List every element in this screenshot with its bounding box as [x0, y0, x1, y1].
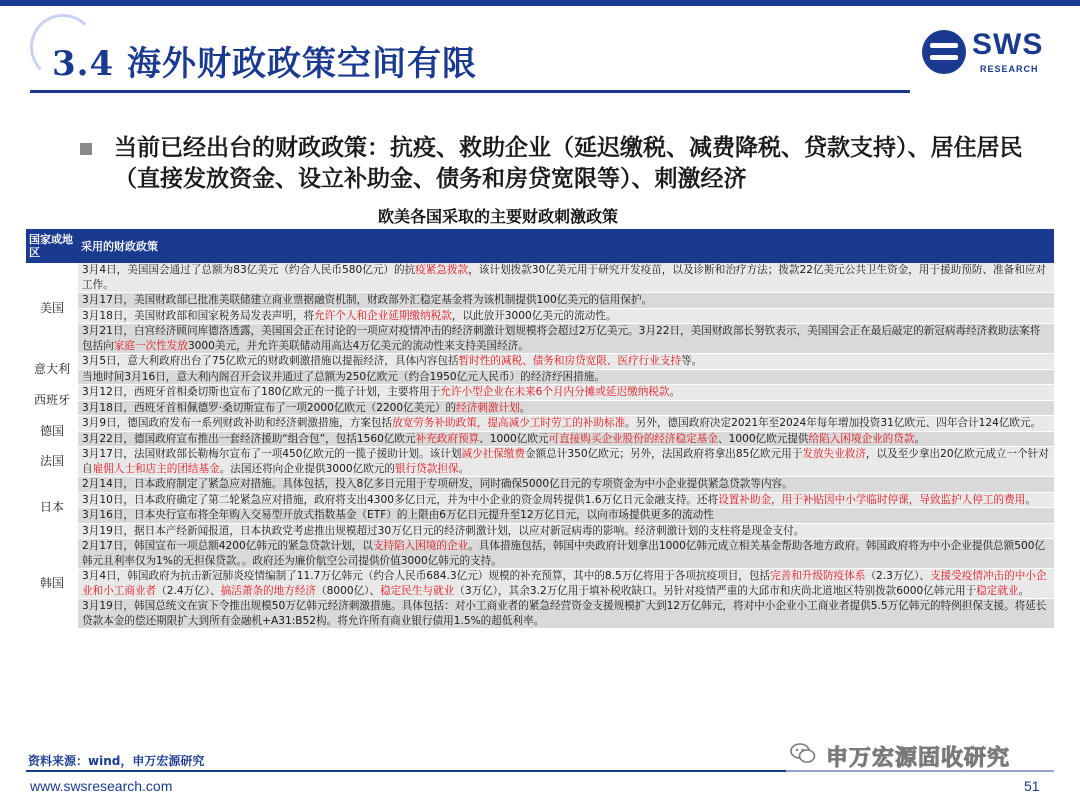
policy-text: （3万亿），其余3.2万亿用于填补税收缺口。另针对疫情严重的大邱市和庆尚北道地区特别拨款6000亿韩元用于 — [454, 584, 977, 597]
table-row — [26, 447, 1054, 477]
policy-text: 3月21日，白宫经济顾问库德洛透露，美国国会正在讨论的一项应对疫情冲击的经济刺激计划规模将会超过2万亿美元。3月22日，美国财政部长努钦表示，美国国会正在最后敲定的新冠病毒经济救助法案将包括向 — [82, 325, 1041, 352]
policy-text: 3月22日，德国政府宣布推出一套经济援助“组合包”，包括1560亿欧元 — [82, 432, 416, 445]
policy-text: （2.3万亿）、 — [865, 570, 930, 582]
country-cell: 德国 — [26, 416, 78, 447]
top-stripe — [0, 0, 1080, 6]
policy-text: （8000亿）、 — [316, 584, 381, 597]
policy-cell — [78, 431, 1054, 447]
table-row — [26, 385, 1054, 401]
policy-cell — [78, 416, 1054, 432]
bullet-square-icon — [80, 143, 92, 155]
policy-cell — [78, 293, 1054, 309]
source-note: 资料来源：wind，申万宏源研究 — [28, 754, 205, 768]
policy-text: ，以此放开3000亿美元的流动性。 — [451, 309, 617, 322]
highlighted-text: 经济刺激计划 — [456, 401, 520, 414]
policy-text: （2.4万亿）、 — [156, 584, 221, 597]
table-row — [26, 308, 1054, 324]
policy-cell — [78, 447, 1054, 477]
highlighted-text: 放宽劳务补助政策，提高减少工时劳工的补助标准 — [392, 417, 626, 429]
table-row — [26, 477, 1054, 493]
highlighted-text: 允许个人和企业延期缴纳税款 — [314, 309, 452, 322]
policy-cell — [78, 539, 1054, 569]
highlighted-text: 疫紧急拨款 — [415, 264, 469, 276]
bullet-text: 当前已经出台的财政政策：抗疫、救助企业（延迟缴税、减费降税、贷款支持）、居住居民（直接发放资金、设立补助金、债务和房贷宽限等）、刺激经济 — [114, 135, 1023, 192]
header-country: 国家或地区 — [26, 229, 78, 263]
header-policy: 采用的财政政策 — [78, 229, 1054, 263]
highlighted-text: 雇佣人士和店主的团结基金 — [92, 462, 220, 475]
policy-text: 。 — [669, 386, 681, 398]
policy-text: 3月17日，美国财政部已批准美联储建立商业票据融资机制，财政部外汇稳定基金将为该机制提供100亿美元的信用保护。 — [82, 294, 653, 306]
policy-text: 当地时间3月16日，意大利内阁召开会议并通过了总额为250亿欧元（约合1950亿元人民币）的经济纾困措施。 — [82, 370, 605, 383]
highlighted-text: 允许小型企业在未来6个月内分摊或延迟缴纳税款 — [440, 386, 670, 398]
highlighted-text: 支持陷入困境的企业 — [372, 540, 469, 552]
policy-text: 。 — [1025, 493, 1036, 506]
highlighted-text: 支援受疫情冲击的中小企业和小工商业者 — [82, 570, 1047, 597]
country-cell: 韩国 — [26, 539, 78, 629]
policy-text: 、1000亿欧元提供 — [718, 432, 809, 445]
table-header-row — [26, 229, 1054, 263]
policy-text: ，以及至少拿出20亿欧元成立一个针对自 — [82, 448, 1049, 475]
table-row — [26, 354, 1054, 370]
highlighted-text: 银行贷款担保 — [395, 462, 459, 475]
table-row — [26, 431, 1054, 447]
policy-text: 3月12日，西班牙首相桑切斯也宣布了180亿欧元的一揽子计划，主要将用于 — [82, 386, 441, 398]
table-row — [26, 324, 1054, 354]
website-link[interactable]: www.swsresearch.com — [30, 778, 173, 794]
table-row — [26, 539, 1054, 569]
policy-text: 3月9日，德国政府发布一系列财政补助和经济刺激措施，方案包括 — [82, 417, 393, 429]
policy-text: 3月19日，据日本产经新闻报道，日本执政党考虑推出规模超过30万亿日元的经济刺激计划，以应对新冠病毒的影响。经济刺激计划的支柱将是现金支付。 — [82, 524, 805, 537]
country-cell: 美国 — [26, 263, 78, 354]
country-cell: 日本 — [26, 477, 78, 539]
table-row — [26, 523, 1054, 539]
policy-text: 。法国还将向企业提供3000亿欧元的 — [219, 462, 395, 475]
policy-text: ，该计划拨款30亿美元用于研究开发疫苗，以及诊断和治疗方法；拨款22亿美元公共卫生资金，用于援助预防、准备和应对工作。 — [82, 264, 1047, 291]
highlighted-text: 稳定就业 — [976, 584, 1019, 597]
policy-cell — [78, 523, 1054, 539]
policy-cell — [78, 308, 1054, 324]
highlighted-text: 发放失业救济 — [802, 448, 866, 460]
policy-cell — [78, 569, 1054, 599]
policy-text: 。 — [458, 462, 470, 475]
table-row — [26, 263, 1054, 293]
policy-text: 2月14日，日本政府制定了紧急应对措施。具体包括，投入8亿多日元用于专项研发，同时确保5000亿日元的专项资金为中小企业提供紧急贷款等内容。 — [82, 478, 793, 490]
policy-text: 3月5日，意大利政府出台了75亿欧元的财政刺激措施以提振经济，具体内容包括 — [82, 355, 459, 367]
table-row — [26, 508, 1054, 524]
policy-table — [26, 229, 1054, 629]
policy-cell — [78, 324, 1054, 354]
highlighted-text: 补充政府预算 — [415, 432, 480, 445]
policy-cell — [78, 369, 1054, 385]
highlighted-text: 暂时性的减税、债务和房贷宽限、医疗行业支持 — [458, 355, 682, 367]
logo-subtext: RESEARCH — [980, 64, 1039, 74]
policy-cell — [78, 477, 1054, 493]
sws-logo — [922, 28, 1062, 78]
table-body — [26, 263, 1054, 629]
wechat-watermark — [786, 738, 1056, 772]
policy-text: 3月18日，美国财政部和国家税务局发表声明，将 — [82, 309, 315, 322]
policy-text: 等。 — [681, 355, 703, 367]
policy-text: 3月18日，西班牙首相佩德罗·桑切斯宣布了一项2000亿欧元（2200亿美元）的 — [82, 401, 457, 414]
policy-cell — [78, 508, 1054, 524]
policy-text: 2月17日，韩国宣布一项总额4200亿韩元的紧急贷款计划，以 — [82, 540, 373, 552]
policy-cell — [78, 263, 1054, 293]
policy-text: 。 — [519, 401, 531, 414]
policy-text: 。 — [1018, 584, 1030, 597]
highlighted-text: 搞活萧条的地方经济 — [220, 584, 317, 597]
highlighted-text: 稳定民生与就业 — [380, 584, 455, 597]
policy-text: 。另外，德国政府决定2021年至2024年每年增加投资31亿欧元、四年合计124亿欧元。 — [625, 417, 1042, 429]
title-rule — [30, 90, 910, 93]
policy-text: 。 — [914, 432, 926, 445]
table-row — [26, 400, 1054, 416]
highlighted-text: 减少社保缴费 — [461, 448, 525, 460]
country-cell: 意大利 — [26, 354, 78, 385]
country-cell: 西班牙 — [26, 385, 78, 416]
policy-text: 金额总计350亿欧元；另外，法国政府将拿出85亿欧元用于 — [525, 448, 803, 460]
policy-text: 3月17日，法国财政部长勒梅尔宣布了一项450亿欧元的一揽子援助计划。该计划 — [82, 448, 462, 460]
table-row — [26, 416, 1054, 432]
highlighted-text: 设置补助金，用于补贴因中小学临时停课，导致监护人停工的费用 — [718, 493, 1026, 506]
policy-text: 3月4日，美国国会通过了总额为83亿美元（约合人民币580亿元）的抗 — [82, 264, 416, 276]
policy-cell — [78, 599, 1054, 629]
policy-cell — [78, 385, 1054, 401]
policy-text: 。具体措施包括，韩国中央政府计划拿出1000亿韩元成立相关基金帮助各地方政府。韩国政府将为中小企业提供总额500亿韩元且利率仅为1%的无担保贷款。。政府还为廉价航空公司提供价值3000亿韩元的支持。 — [82, 540, 1046, 567]
highlighted-text: 家庭一次性发放 — [113, 339, 188, 352]
highlighted-text: 可直接购买企业股份的经济稳定基金 — [548, 432, 718, 445]
logo-text: SWS — [972, 28, 1044, 61]
policy-cell — [78, 400, 1054, 416]
page-number: 51 — [1024, 778, 1040, 794]
policy-text: 3月16日，日本央行宣布将全年购入交易型开放式指数基金（ETF）的上限由6万亿日元提升至12万亿日元，以向市场提供更多的流动性 — [82, 509, 714, 521]
table-row — [26, 599, 1054, 629]
policy-cell — [78, 354, 1054, 370]
table-row — [26, 492, 1054, 508]
policy-text: 、1000亿欧元 — [479, 432, 549, 445]
table-caption: 欧美各国采取的主要财政刺激政策 — [378, 207, 619, 226]
policy-text: 3月4日，韩国政府为抗击新冠肺炎疫情编制了11.7万亿韩元（约合人民币684.3亿元）规模的补充预算，其中的8.5万亿将用于各项抗疫项目，包括 — [82, 570, 771, 582]
policy-text: 3月10日，日本政府确定了第二轮紧急应对措施，政府将支出4300多亿日元，并为中小企业的资金周转提供1.6万亿日元金融支持。还将 — [82, 493, 719, 506]
policy-cell — [78, 492, 1054, 508]
wechat-icon — [790, 742, 816, 764]
highlighted-text: 给陷入困境企业的贷款 — [808, 432, 915, 445]
table-row — [26, 569, 1054, 599]
table-row — [26, 369, 1054, 385]
country-cell: 法国 — [26, 447, 78, 477]
highlighted-text: 完善和升级防疫体系 — [770, 570, 866, 582]
policy-text: 3000美元，并允许美联储动用高达4万亿美元的流动性来支持美国经济。 — [187, 339, 529, 352]
table-row — [26, 293, 1054, 309]
policy-text: 3月19日，韩国总统文在寅下令推出规模50万亿韩元经济刺激措施。具体包括：对小工商业者的紧急经营资金支援规模扩大到12万亿韩元，将对中小企业小工商业者提供5.5万亿韩元的特例担保支援。将延长贷款本金的偿还期限扩大到所有金融机+A31:B52构。将允许所有商业银行债用1.5%的超低利率。 — [82, 600, 1047, 627]
slide-title: 3.4 海外财政政策空间有限 — [52, 44, 477, 84]
sws-logo-icon — [922, 30, 966, 74]
watermark-text: 申万宏源固收研究 — [826, 746, 1011, 771]
